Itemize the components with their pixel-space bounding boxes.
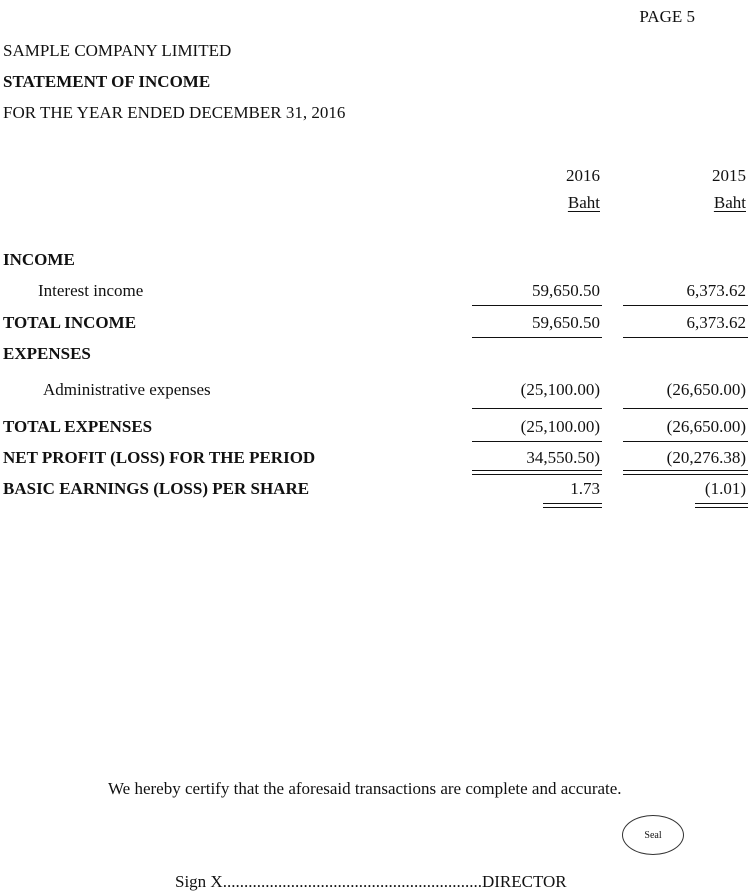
rule-total-expenses-top-2015 bbox=[623, 408, 748, 409]
rule-total-income-bottom-2015 bbox=[623, 337, 748, 338]
interest-income-2015: 6,373.62 bbox=[686, 281, 746, 300]
company-seal bbox=[622, 815, 684, 855]
total-income-2015: 6,373.62 bbox=[686, 313, 746, 332]
net-profit-label: NET PROFIT (LOSS) FOR THE PERIOD bbox=[3, 448, 316, 467]
rule-total-income-top-2016 bbox=[472, 305, 602, 306]
expenses-heading: EXPENSES bbox=[3, 344, 91, 363]
director-signature-line: Sign X.............................................................DIRECTOR bbox=[175, 872, 567, 891]
net-profit-2016: 34,550.50) bbox=[526, 448, 600, 467]
eps-2016: 1.73 bbox=[570, 479, 600, 498]
rule-net-profit-double-2015 bbox=[623, 470, 748, 475]
admin-expenses-2016: (25,100.00) bbox=[520, 380, 600, 399]
rule-eps-double-2016 bbox=[543, 503, 602, 508]
total-expenses-2015: (26,650.00) bbox=[666, 417, 746, 436]
rule-eps-double-2015 bbox=[695, 503, 748, 508]
admin-expenses-2015: (26,650.00) bbox=[666, 380, 746, 399]
rule-total-income-top-2015 bbox=[623, 305, 748, 306]
rule-net-profit-double-2016 bbox=[472, 470, 602, 475]
seal-label: Seal bbox=[644, 829, 662, 841]
eps-2015: (1.01) bbox=[704, 479, 746, 498]
net-profit-2015: (20,276.38) bbox=[666, 448, 746, 467]
certification-text: We hereby certify that the aforesaid transactions are complete and accurate. bbox=[108, 779, 622, 798]
column-unit-2016: Baht bbox=[567, 193, 600, 212]
rule-total-income-bottom-2016 bbox=[472, 337, 602, 338]
total-expenses-label: TOTAL EXPENSES bbox=[3, 417, 153, 436]
statement-period: FOR THE YEAR ENDED DECEMBER 31, 2016 bbox=[3, 103, 346, 122]
admin-expenses-label: Administrative expenses bbox=[43, 380, 211, 399]
column-year-2015: 2015 bbox=[712, 166, 746, 185]
total-income-label: TOTAL INCOME bbox=[3, 313, 137, 332]
rule-net-profit-top-2016 bbox=[472, 441, 602, 442]
rule-total-expenses-top-2016 bbox=[472, 408, 602, 409]
interest-income-label: Interest income bbox=[38, 281, 144, 300]
interest-income-2016: 59,650.50 bbox=[532, 281, 600, 300]
statement-title: STATEMENT OF INCOME bbox=[3, 72, 211, 91]
column-unit-2015: Baht bbox=[713, 193, 746, 212]
total-expenses-2016: (25,100.00) bbox=[520, 417, 600, 436]
page-number: PAGE 5 bbox=[639, 7, 695, 26]
eps-label: BASIC EARNINGS (LOSS) PER SHARE bbox=[3, 479, 310, 498]
column-year-2016: 2016 bbox=[566, 166, 600, 185]
income-heading: INCOME bbox=[3, 250, 75, 269]
total-income-2016: 59,650.50 bbox=[532, 313, 600, 332]
company-name: SAMPLE COMPANY LIMITED bbox=[3, 41, 232, 60]
rule-net-profit-top-2015 bbox=[623, 441, 748, 442]
